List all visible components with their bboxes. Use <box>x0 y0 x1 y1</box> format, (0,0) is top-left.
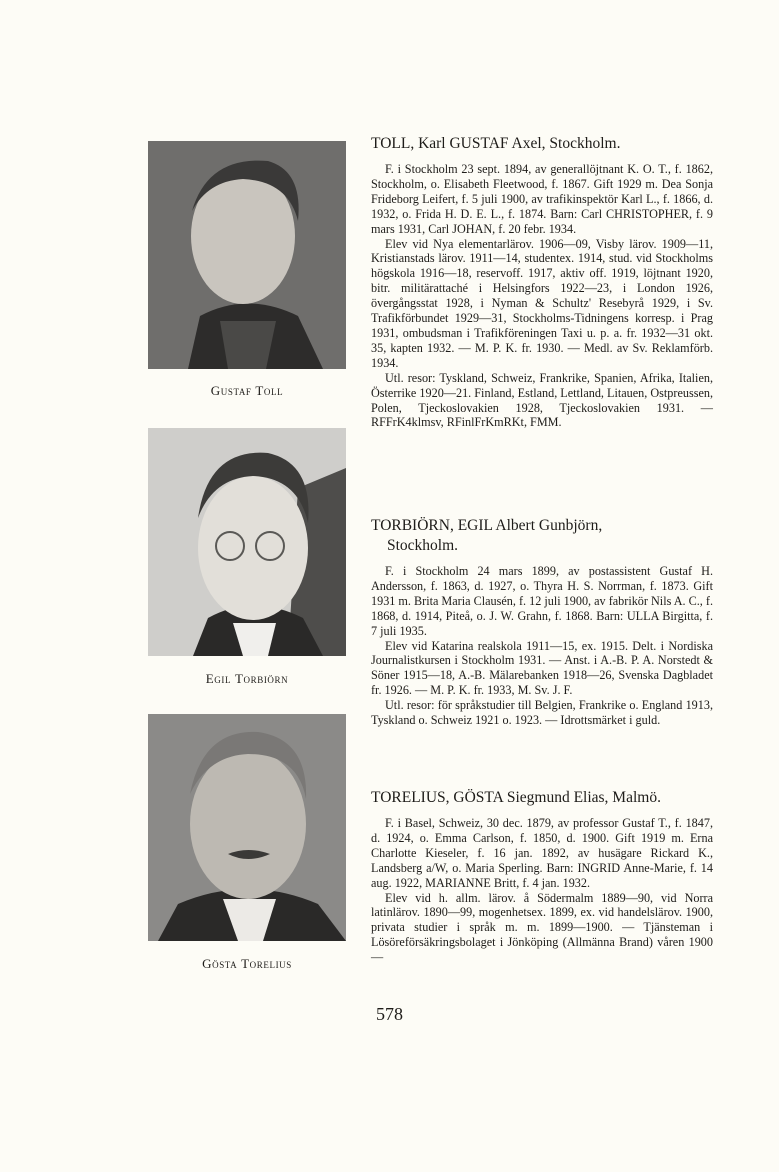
caption-gustaf-toll <box>148 383 346 399</box>
caption-egil-torbiorn <box>148 671 346 687</box>
portrait-photo-egil-torbiorn <box>148 428 346 656</box>
caption-gosta-torelius <box>148 956 346 972</box>
heading-text: TOLL, Karl GUSTAF Axel, Stockholm. <box>371 135 621 152</box>
entry-heading <box>371 134 713 154</box>
heading-text: TORELIUS, GÖSTA Siegmund Elias, Malmö. <box>371 789 661 806</box>
entry-paragraph: Utl. resor: Tyskland, Schweiz, Frankrike, Spanien, Afrika, Italien, Österrike 1920—21. Finland, Estland, Lettland, Litauen, Ostpreussen, Polen, Tjeckoslovakien 1928, Tjeckoslovakien 1931. — RFFrK4klmsv, RFinlFrKmRKt, FMM. <box>371 370 713 430</box>
heading-continuation: Stockholm. <box>387 537 459 554</box>
caption-first-name: Gösta <box>202 956 238 971</box>
portrait-image <box>148 714 346 941</box>
portrait-image <box>148 141 346 369</box>
entry-paragraph: F. i Stockholm 23 sept. 1894, av generallöjtnant K. O. T., f. 1862, Stockholm, o. Elisabeth Fleetwood, f. 1867. Gift 1929 m. Dea Sonja Frideborg Leifert, f. 5 juli 1900, av trafikinspektör Karl L., f. 1866, d. 1932, o. Frida H. D. E. L., f. 1874. Barn: Carl CHRISTOPHER, f. 9 mars 1931, Carl JOHAN, f. 20 febr. 1934. <box>371 162 713 236</box>
portrait-photo-gustaf-toll <box>148 141 346 369</box>
entry-heading <box>371 788 713 808</box>
entry-paragraph: Utl. resor: för språkstudier till Belgien, Frankrike o. England 1913, Tyskland o. Schweiz 1921 o. 1923. — Idrottsmärket i guld. <box>371 698 713 728</box>
portrait-image <box>148 428 346 656</box>
heading-text: TORBIÖRN, EGIL Albert Gunbjörn, <box>371 517 603 534</box>
biography-entry-torbiorn <box>371 516 713 728</box>
entry-paragraph: F. i Stockholm 24 mars 1899, av postassistent Gustaf H. Andersson, f. 1863, d. 1927, o. Thyra H. S. Norrman, f. 1873. Gift 1931 m. Brita Maria Clausén, f. 12 juli 1900, av fabrikör Nils A. C., f. 1868, d. 1914, Piteå, o. J. W. Grahn, f. 1868. Barn: ULLA Birgitta, f. 7 juli 1935. <box>371 564 713 638</box>
caption-last-name: Torbiörn <box>234 671 289 686</box>
entry-paragraph: Elev vid Katarina realskola 1911—15, ex. 1915. Delt. i Nordiska Journalistkursen i Stockholm 1931. — Anst. i A.-B. P. A. Norstedt & Söner 1915—18, A.-B. Mälarebanken 1918—26, Svenska Dagbladet fr. 1926. — M. P. K. fr. 1933, M. Sv. J. F. <box>371 638 713 698</box>
caption-first-name: Gustaf <box>210 383 252 398</box>
caption-last-name: Torelius <box>241 956 292 971</box>
caption-last-name: Toll <box>255 383 284 398</box>
caption-first-name: Egil <box>205 671 232 686</box>
biography-entry-toll <box>371 134 713 430</box>
entry-paragraph: F. i Basel, Schweiz, 30 dec. 1879, av professor Gustaf T., f. 1847, d. 1924, o. Emma Carlson, f. 1850, d. 1900. Gift 1919 m. Erna Charlotte Kieseler, f. 16 jan. 1892, av husägare Rickard K., Landsberg a/W, o. Maria Sperling. Barn: INGRID Anne-Marie, f. 14 aug. 1922, MARIANNE Britt, f. 4 jan. 1932. <box>371 816 713 890</box>
biography-entry-torelius <box>371 788 713 965</box>
page-number: 578 <box>376 1004 403 1024</box>
entry-heading <box>371 516 713 556</box>
portrait-photo-gosta-torelius <box>148 714 346 941</box>
entry-paragraph: Elev vid Nya elementarlärov. 1906—09, Visby lärov. 1909—11, Kristianstads lärov. 1911—14, studentex. 1914, stud. vid Stockholms högskola 1916—18, reservoff. 1917, aktiv off. 1919, löjtnant 1920, bitr. militärattaché i Helsingfors 1922—23, i London 1926, övergångsstat 1928, i Nyman & Schultz' Resebyrå 1929, i Sv. Trafikförbundet 1929—31, Stockholms-Tidningens korresp. i Prag 1931, ombudsman i Trafikföreningen Taxi u. p. a. fr. 1932—31 okt. 35, kapten 1932. — M. P. K. fr. 1930. — Medl. av Sv. Reklamförb. 1934. <box>371 236 713 370</box>
entry-paragraph: Elev vid h. allm. lärov. å Södermalm 1889—90, vid Norra latinlärov. 1890—99, mogenhetsex. 1899, ex. vid handelslärov. 1900, privata studier i språk m. m. 1899—1900. — Tjänsteman i Lösöreförsäkringsbolaget i Jönköping (Allmänna Brand) våren 1900— <box>371 890 713 965</box>
